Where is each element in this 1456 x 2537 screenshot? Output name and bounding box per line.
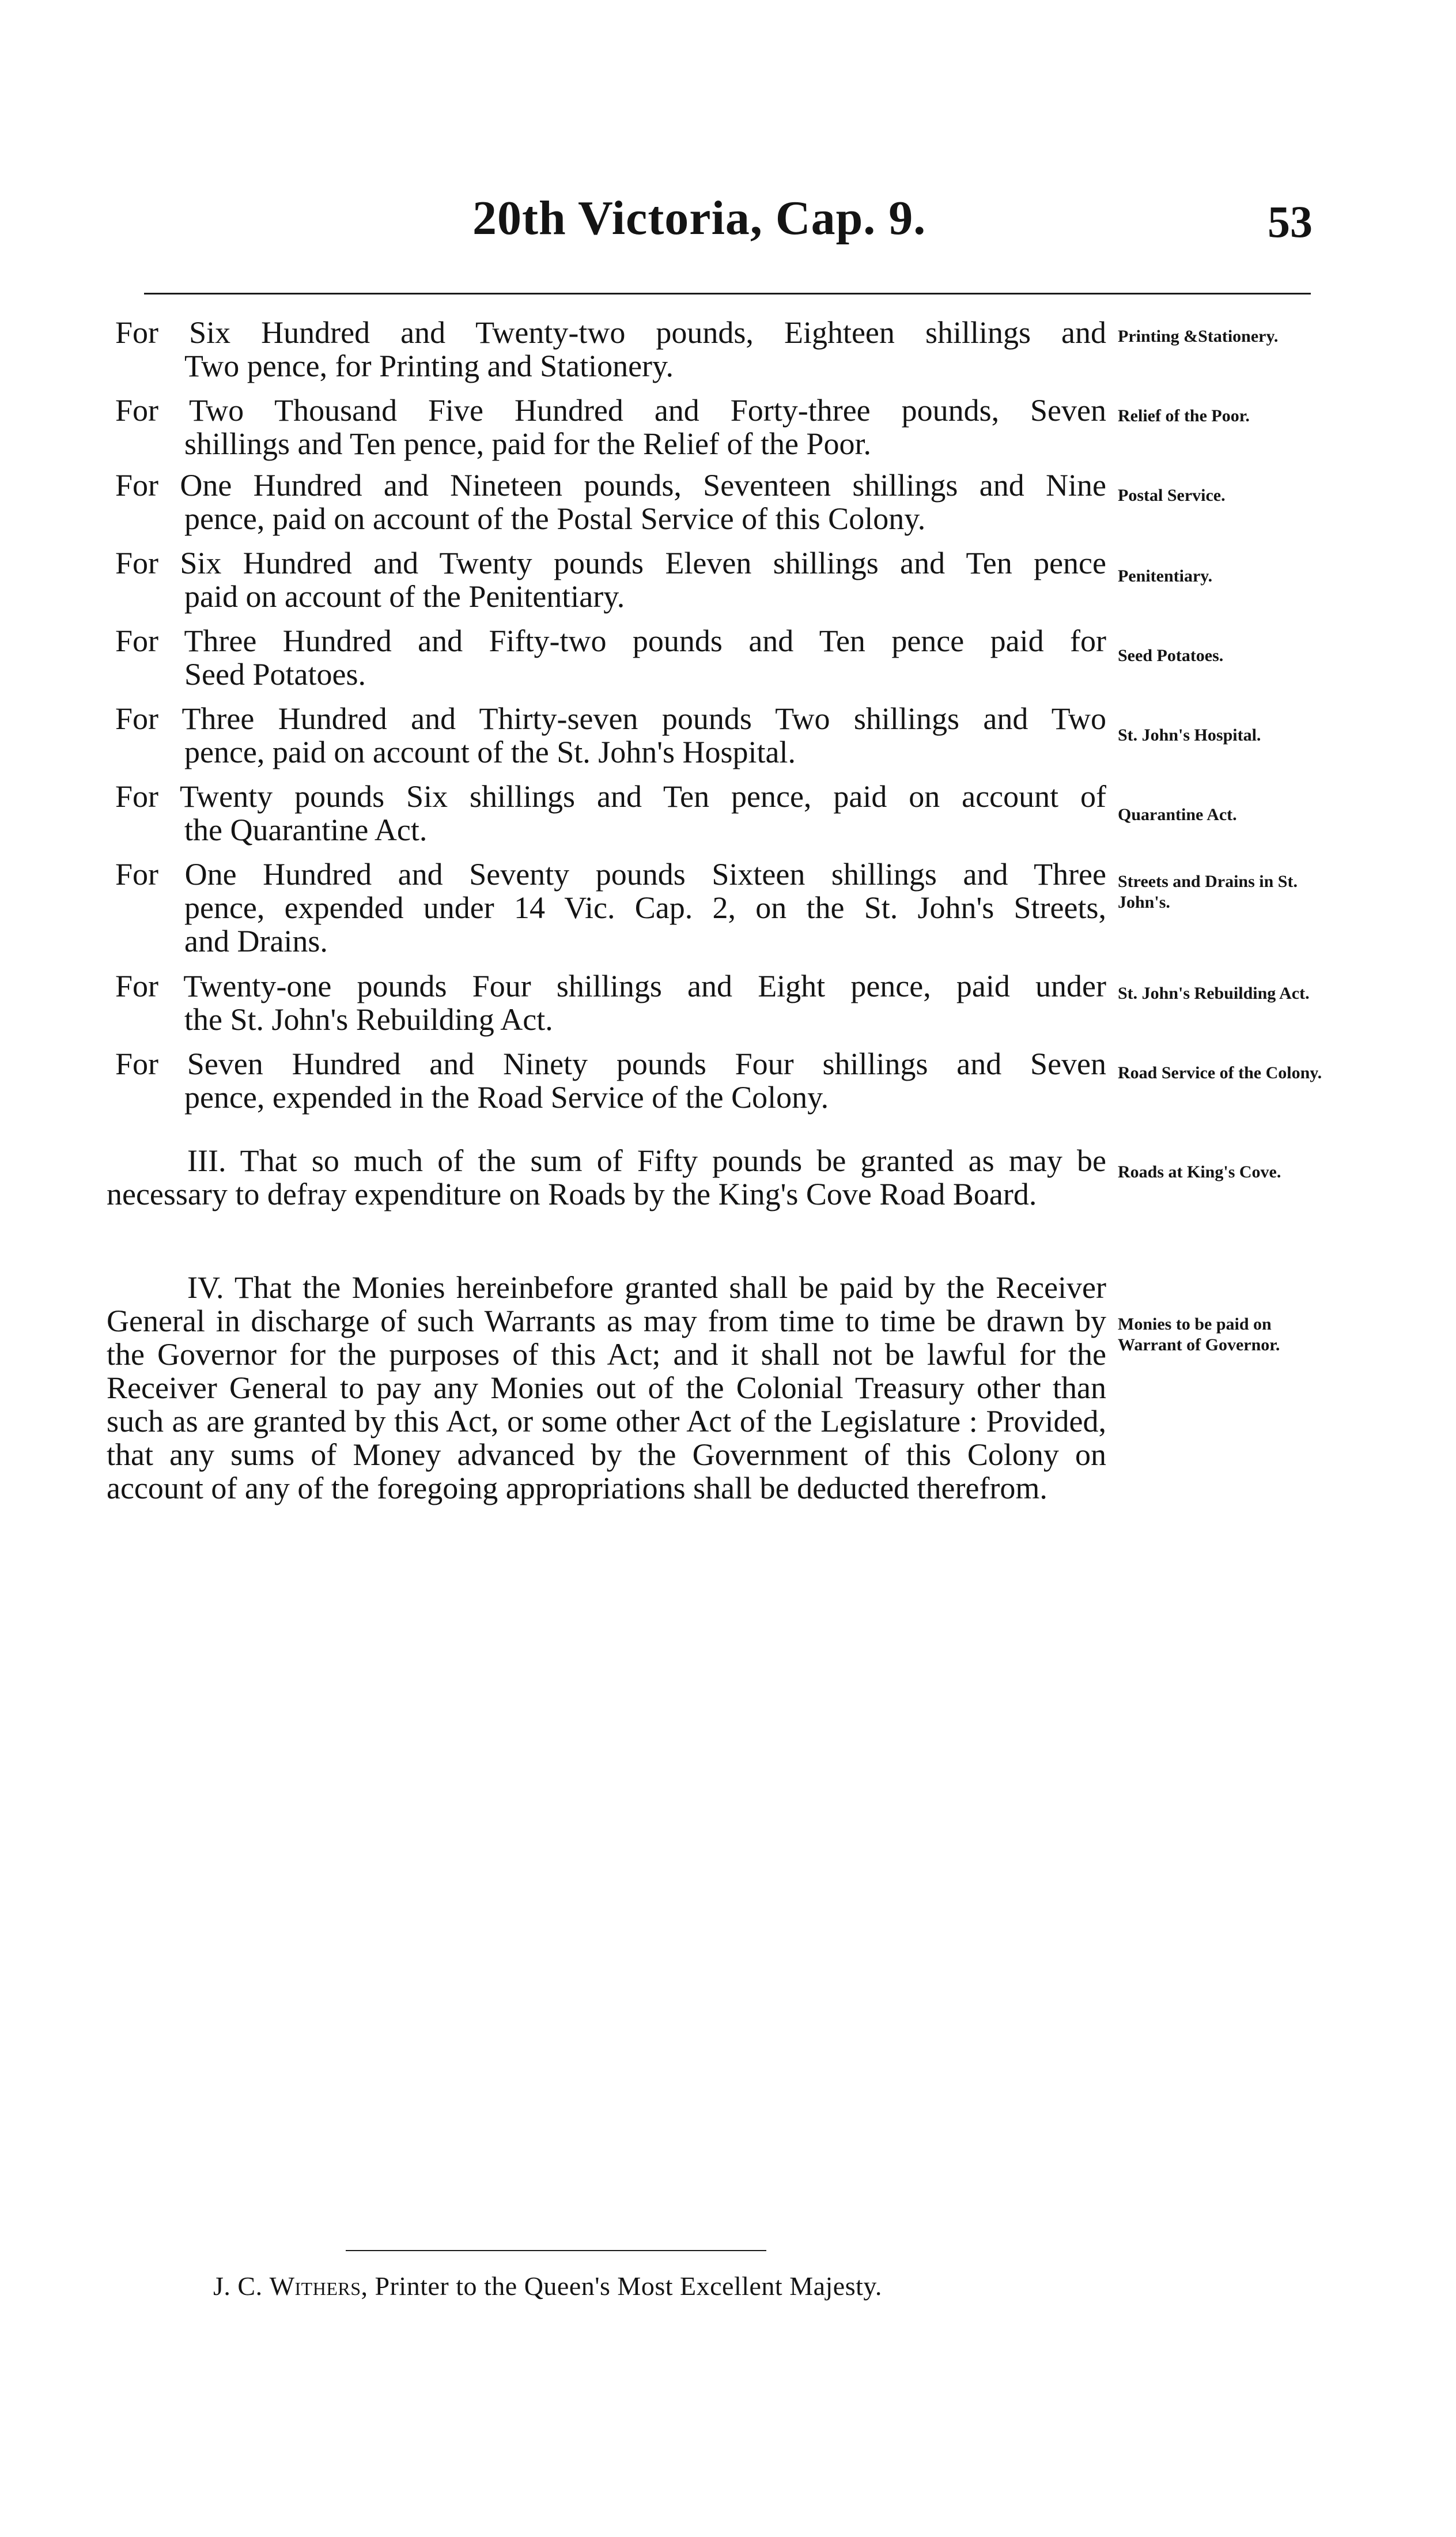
appropriation-entry [115, 469, 1106, 535]
printer-imprint [213, 2271, 882, 2301]
appropriation-entry [115, 702, 1106, 769]
margin-note: Printing &Stationery. [1118, 327, 1279, 346]
appropriation-entry [115, 546, 1106, 613]
entry-line: For One Hundred and Seventy pounds Sixteen shillings and Three [115, 857, 1106, 892]
entry-line: paid on account of the Penitentiary. [184, 579, 625, 614]
entry-line: For Six Hundred and Twenty pounds Eleven shillings and Ten pence [115, 546, 1106, 580]
entry-line: For One Hundred and Nineteen pounds, Seventeen shillings and Nine [115, 468, 1106, 503]
appropriation-entry [115, 624, 1106, 691]
entry-line: and Drains. [184, 924, 328, 958]
margin-note: Quarantine Act. [1118, 805, 1237, 824]
page-number: 53 [1268, 197, 1313, 247]
entry-line: pence, paid on account of the Postal Service of this Colony. [184, 501, 926, 536]
entry-line: the Quarantine Act. [184, 813, 428, 847]
entry-line: pence, expended in the Road Service of the Colony. [184, 1080, 829, 1115]
margin-note: Penitentiary. [1118, 567, 1213, 586]
entry-line: shillings and Ten pence, paid for the Relief of the Poor. [184, 426, 871, 461]
appropriation-entry [115, 316, 1106, 383]
margin-note: St. John's Hospital. [1118, 726, 1261, 745]
entry-line: For Six Hundred and Twenty-two pounds, Eighteen shillings and [115, 315, 1106, 350]
printer-title: , Printer to the Queen's Most Excellent Majesty. [361, 2271, 882, 2301]
appropriation-entry [115, 858, 1106, 958]
entry-line: For Three Hundred and Fifty-two pounds and Ten pence paid for [115, 624, 1106, 658]
margin-note: Postal Service. [1118, 486, 1226, 505]
page-title: 20th Victoria, Cap. 9. [472, 191, 926, 245]
margin-note: St. John's Rebuilding Act. [1118, 984, 1310, 1003]
entry-line: pence, paid on account of the St. John's Hospital. [184, 735, 796, 769]
margin-note: Relief of the Poor. [1118, 406, 1250, 425]
section-iv-paragraph: IV. That the Monies hereinbefore granted shall be paid by the Receiver General in discharge of such Warrants as may from time to time be drawn by the Governor for the purposes of this Act; and it shall not be lawful for the Receiver General to pay any Monies out of the Colonial Treasury other than such as are granted by this Act, or some other Act of the Legislature : Provided, that any sums of Money advanced by the Government of this Colony on account of any of the foregoing appropriations shall be deducted therefrom. [107, 1270, 1106, 1505]
entry-line: For Twenty pounds Six shillings and Ten pence, paid on account of [115, 779, 1106, 814]
entry-line: For Three Hundred and Thirty-seven pounds Two shillings and Two [115, 701, 1106, 736]
entry-line: pence, expended under 14 Vic. Cap. 2, on the St. John's Streets, [184, 890, 1106, 925]
margin-note: Road Service of the Colony. [1118, 1063, 1322, 1082]
entry-line: the St. John's Rebuilding Act. [184, 1002, 553, 1037]
entry-line: Seed Potatoes. [184, 657, 366, 692]
footer-rule [346, 2250, 766, 2251]
header-rule [144, 293, 1311, 295]
entry-line: For Two Thousand Five Hundred and Forty-three pounds, Seven [115, 393, 1106, 428]
margin-note: Roads at King's Cove. [1118, 1162, 1281, 1181]
margin-note: Streets and Drains in St. John's. [1118, 872, 1298, 912]
section-iii-paragraph: III. That so much of the sum of Fifty pounds be granted as may be necessary to defray expenditure on Roads by the King's Cove Road Board. [107, 1143, 1106, 1211]
appropriation-entry [115, 1047, 1106, 1114]
appropriation-entry [115, 780, 1106, 847]
appropriation-entry [115, 969, 1106, 1036]
printer-name: Withers [269, 2271, 361, 2301]
margin-note: Seed Potatoes. [1118, 646, 1224, 665]
entry-line: Two pence, for Printing and Stationery. [184, 349, 674, 383]
appropriation-entry [115, 394, 1106, 460]
printer-initials: J. C. [213, 2271, 270, 2301]
entry-line: For Twenty-one pounds Four shillings and Eight pence, paid under [115, 969, 1106, 1003]
margin-note: Monies to be paid on Warrant of Governor. [1118, 1315, 1280, 1354]
entry-line: For Seven Hundred and Ninety pounds Four shillings and Seven [115, 1047, 1106, 1081]
